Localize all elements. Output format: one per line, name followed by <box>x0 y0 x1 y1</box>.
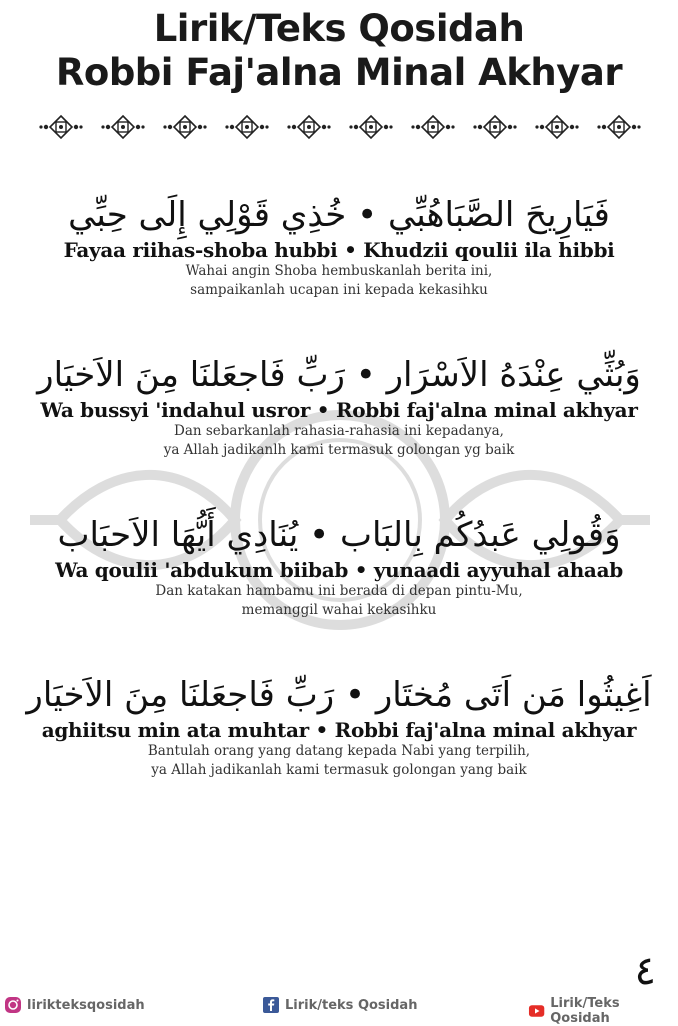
verse-latin: Fayaa riihas-shoba hubbi • Khudzii qoulii ila hibbi <box>63 238 615 262</box>
verse-arabic: وَقُولِي عَبدُكُم بِالبَاب • يُنَادِي أَيُّهَا الاَحبَاب <box>57 515 621 555</box>
verse-translation: Dan katakan hambamu ini berada di depan pintu-Mu, <box>155 583 523 599</box>
ornament-motif <box>287 116 330 138</box>
ornament-motif <box>163 116 206 138</box>
verse-arabic: وَبُثِّي عِنْدَهُ الاَسْرَار • رَبِّ فَاجعَلنَا مِنَ الاَخيَار <box>37 355 641 395</box>
verse-arabic: اَغِيثُوا مَن اَتَى مُختَار • رَبِّ فَاجعَلنَا مِنَ الاَخيَار <box>26 675 652 715</box>
ornament-motif <box>535 116 578 138</box>
ornament-motif <box>411 116 454 138</box>
footer <box>0 992 678 1026</box>
instagram-handle: lirikteksqosidah <box>27 997 145 1013</box>
page-subtitle: Robbi Faj'alna Minal Akhyar <box>55 51 623 94</box>
ornament-motif <box>225 116 268 138</box>
ornament-motif <box>39 116 82 138</box>
verse-2 <box>0 352 678 460</box>
youtube-channel: Lirik/Teks Qosidah <box>550 996 620 1026</box>
verse-3 <box>0 512 678 620</box>
page-title: Lirik/Teks Qosidah <box>153 7 525 50</box>
verse-latin: aghiitsu min ata muhtar • Robbi faj'alna minal akhyar <box>41 718 637 742</box>
instagram-icon <box>4 996 22 1014</box>
verse-latin: Wa qoulii 'abdukum biibab • yunaadi ayyuhal ahaab <box>55 558 623 582</box>
facebook-page: Lirik/teks Qosidah <box>285 997 418 1013</box>
verse-translation: Bantulah orang yang datang kepada Nabi yang terpilih, <box>147 743 531 759</box>
facebook-icon <box>262 996 280 1014</box>
ornament-divider <box>30 112 650 142</box>
verse-translation: Wahai angin Shoba hembuskanlah berita ini, <box>185 263 493 279</box>
page-number: ٤ <box>634 948 656 994</box>
ornament-motif <box>101 116 144 138</box>
verse-translation: sampaikanlah ucapan ini kepada kekasihku <box>190 282 488 298</box>
verse-translation: ya Allah jadikanlh kami termasuk golongan yg baik <box>163 442 515 458</box>
ornament-motif <box>473 116 516 138</box>
verse-latin: Wa bussyi 'indahul usror • Robbi faj'alna minal akhyar <box>40 398 638 422</box>
footer-instagram[interactable] <box>4 996 145 1014</box>
verse-arabic: فَيَارِيحَ الصَّبَاهُبِّي • خُذِي قَوْلِي إِلَى حِبِّي <box>68 195 610 235</box>
footer-facebook[interactable] <box>262 996 417 1014</box>
verse-translation: memanggil wahai kekasihku <box>241 602 437 618</box>
ornament-motif <box>349 116 392 138</box>
verse-translation: ya Allah jadikanlah kami termasuk golongan yang baik <box>151 762 527 778</box>
youtube-icon <box>528 1002 545 1020</box>
verse-1 <box>0 192 678 300</box>
verse-4 <box>0 672 678 780</box>
ornament-motif <box>597 116 640 138</box>
verse-translation: Dan sebarkanlah rahasia-rahasia ini kepadanya, <box>174 423 504 439</box>
footer-youtube[interactable] <box>528 996 678 1026</box>
